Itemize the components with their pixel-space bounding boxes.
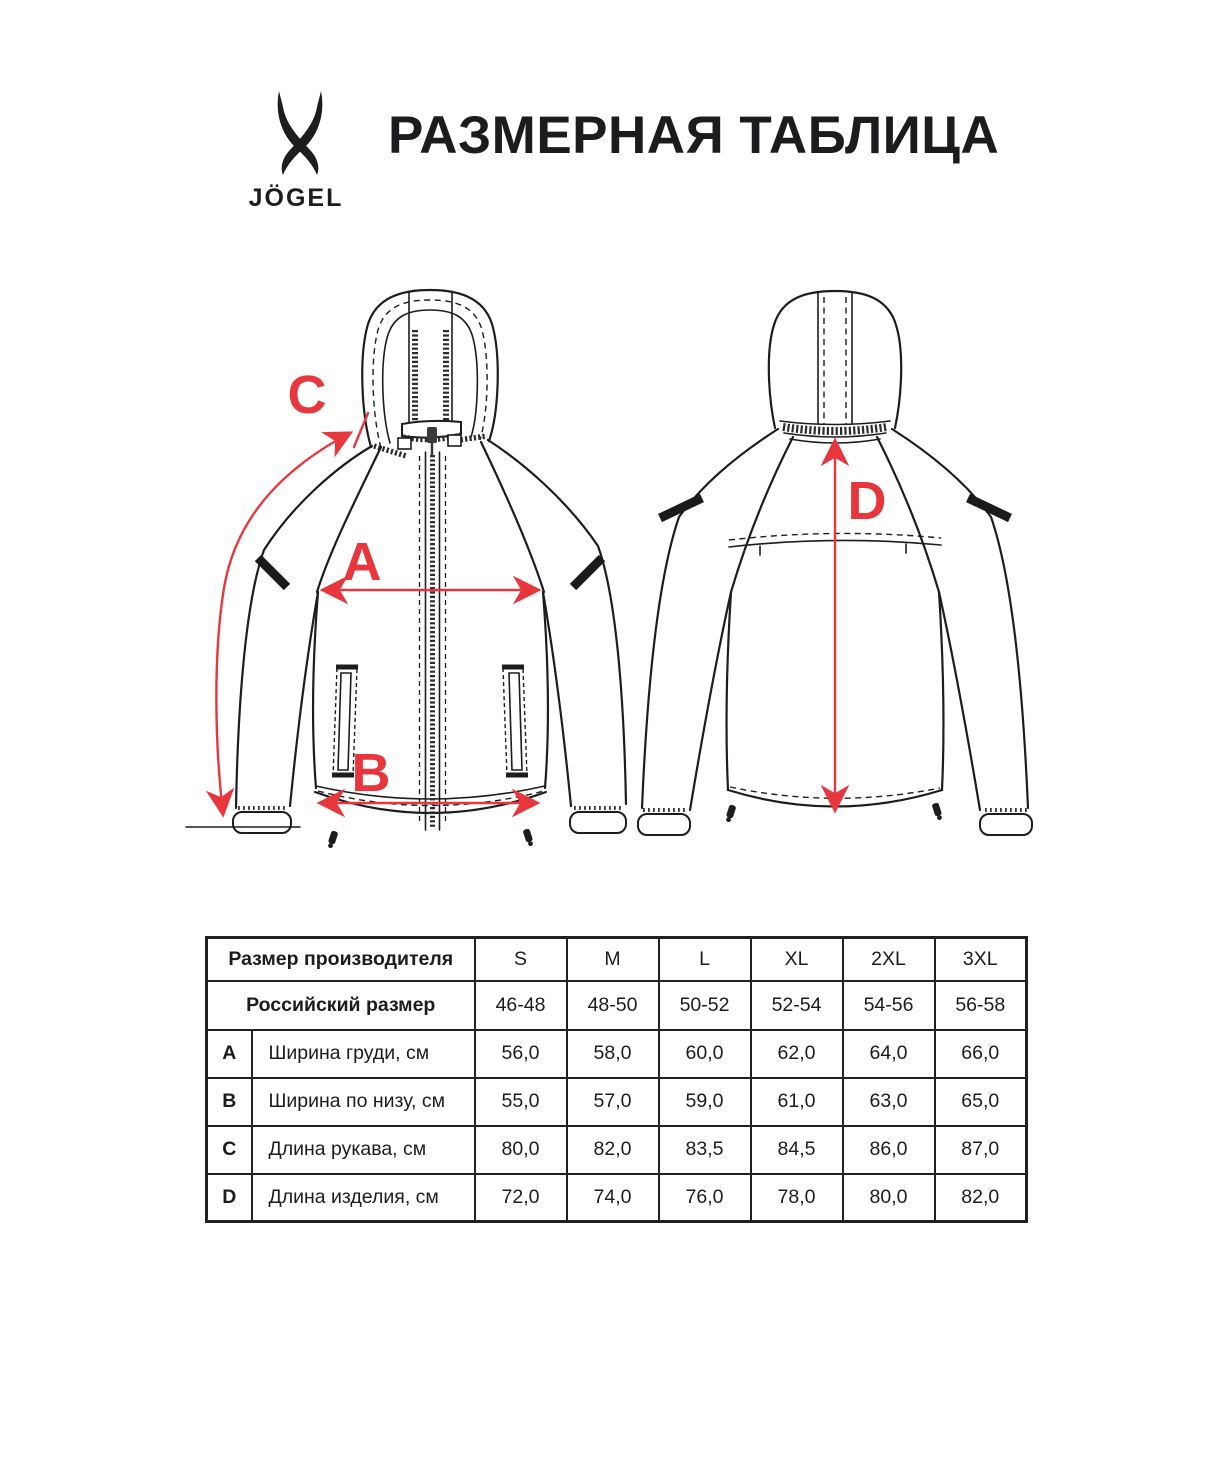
- manufacturer-size-label: Размер производителя: [207, 938, 475, 981]
- row-letter: C: [207, 1126, 252, 1174]
- row-letter: B: [207, 1078, 252, 1126]
- page-title: РАЗМЕРНАЯ ТАБЛИЦА: [388, 106, 1000, 165]
- measure-label-b: B: [351, 743, 391, 803]
- row-name: Длина рукава, см: [252, 1126, 475, 1174]
- zip-garage-left: [398, 438, 411, 449]
- value-cell: 86,0: [843, 1126, 935, 1174]
- size-cell: 50-52: [659, 981, 751, 1030]
- size-cell: XL: [751, 938, 843, 981]
- value-cell: 59,0: [659, 1078, 751, 1126]
- cord-toggle: [724, 804, 736, 823]
- value-cell: 55,0: [475, 1078, 567, 1126]
- row-name: Ширина по низу, см: [252, 1078, 475, 1126]
- brand-logo-icon: [272, 90, 328, 178]
- russian-size-label: Российский размер: [207, 981, 475, 1030]
- cord-toggle: [326, 830, 338, 849]
- row-letter: D: [207, 1174, 252, 1222]
- row-name: Длина изделия, см: [252, 1174, 475, 1222]
- value-cell: 87,0: [935, 1126, 1027, 1174]
- row-letter: A: [207, 1030, 252, 1078]
- zip-garage-right: [448, 435, 461, 446]
- size-cell: S: [475, 938, 567, 981]
- size-cell: 48-50: [567, 981, 659, 1030]
- cord-toggle: [932, 802, 944, 821]
- size-cell: L: [659, 938, 751, 981]
- value-cell: 58,0: [567, 1030, 659, 1078]
- row-name: Ширина груди, см: [252, 1030, 475, 1078]
- value-cell: 65,0: [935, 1078, 1027, 1126]
- value-cell: 83,5: [659, 1126, 751, 1174]
- sleeve-stripe: [258, 558, 287, 587]
- value-cell: 61,0: [751, 1078, 843, 1126]
- size-cell: M: [567, 938, 659, 981]
- value-cell: 82,0: [935, 1174, 1027, 1222]
- value-cell: 76,0: [659, 1174, 751, 1222]
- measure-row-a: [207, 1030, 1027, 1078]
- measurement-annotations: [186, 365, 887, 827]
- size-cell: 2XL: [843, 938, 935, 981]
- value-cell: 80,0: [475, 1126, 567, 1174]
- value-cell: 63,0: [843, 1078, 935, 1126]
- measure-label-d: D: [847, 471, 887, 531]
- size-cell: 54-56: [843, 981, 935, 1030]
- value-cell: 62,0: [751, 1030, 843, 1078]
- value-cell: 74,0: [567, 1174, 659, 1222]
- value-cell: 64,0: [843, 1030, 935, 1078]
- size-cell: 3XL: [935, 938, 1027, 981]
- measure-label-a: A: [342, 532, 382, 592]
- manufacturer-size-row: [207, 938, 1027, 981]
- size-cell: 52-54: [751, 981, 843, 1030]
- value-cell: 84,5: [751, 1126, 843, 1174]
- size-cell: 56-58: [935, 981, 1027, 1030]
- jacket-diagram: [170, 280, 1070, 860]
- sleeve-stripe: [573, 558, 602, 587]
- measure-row-b: [207, 1078, 1027, 1126]
- measure-row-c: [207, 1126, 1027, 1174]
- value-cell: 78,0: [751, 1174, 843, 1222]
- value-cell: 82,0: [567, 1126, 659, 1174]
- cord-toggle: [523, 828, 535, 847]
- pocket-right: [502, 667, 528, 776]
- size-table: [205, 936, 1028, 1223]
- value-cell: 60,0: [659, 1030, 751, 1078]
- size-cell: 46-48: [475, 981, 567, 1030]
- value-cell: 66,0: [935, 1030, 1027, 1078]
- value-cell: 80,0: [843, 1174, 935, 1222]
- zipper-slider: [427, 427, 437, 443]
- measure-label-c: C: [287, 365, 327, 425]
- value-cell: 72,0: [475, 1174, 567, 1222]
- value-cell: 56,0: [475, 1030, 567, 1078]
- value-cell: 57,0: [567, 1078, 659, 1126]
- brand-wordmark: JÖGEL: [248, 184, 344, 212]
- russian-size-row: [207, 981, 1027, 1030]
- measure-row-d: [207, 1174, 1027, 1222]
